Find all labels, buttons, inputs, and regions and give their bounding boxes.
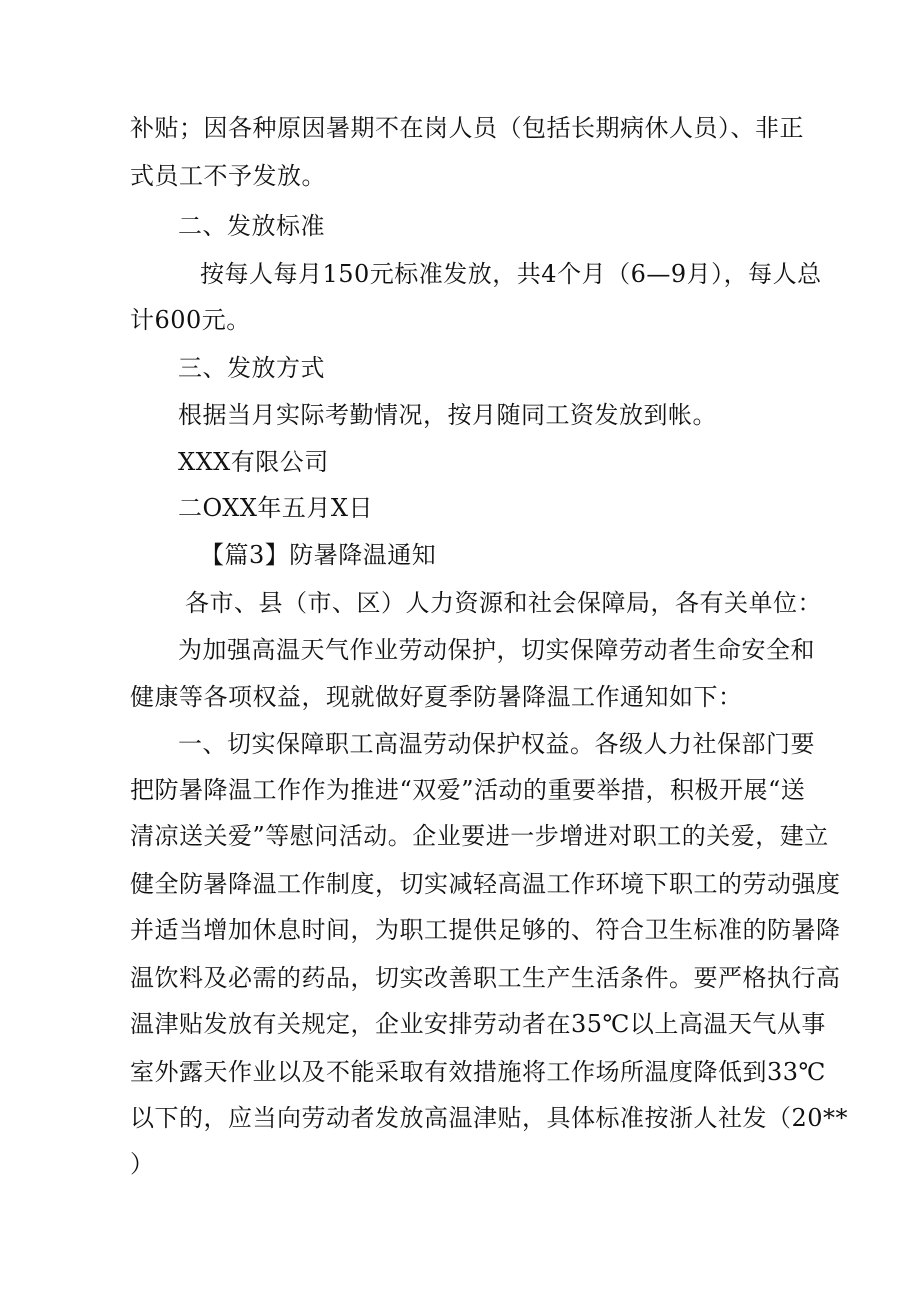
text-line: 健全防暑降温工作制度，切实减轻高温工作环境下职工的劳动强度 <box>130 870 841 898</box>
text-line: 温饮料及必需的药品，切实改善职工生产生活条件。要严格执行高 <box>130 964 841 992</box>
section-heading: 三、发放方式 <box>178 354 325 382</box>
text-line: 计600元。 <box>130 306 251 334</box>
text-line: 根据当月实际考勤情况，按月随同工资发放到帐。 <box>178 401 717 429</box>
section-heading: 二、发放标准 <box>178 212 325 240</box>
text-line: ） <box>130 1150 155 1178</box>
text-line: 把防暑降温工作作为推进“双爱”活动的重要举措，积极开展“送 <box>130 776 806 804</box>
text-line: 以下的，应当向劳动者发放高温津贴，具体标准按浙人社发（20** <box>130 1104 849 1132</box>
signature-date: 二OXX年五月X日 <box>178 494 374 522</box>
text-line: 为加强高温天气作业劳动保护，切实保障劳动者生命安全和 <box>178 636 815 664</box>
text-line: 一、切实保障职工高温劳动保护权益。各级人力社保部门要 <box>178 730 815 758</box>
article-title: 【篇3】防暑降温通知 <box>200 541 437 569</box>
text-line: 并适当增加休息时间，为职工提供足够的、符合卫生标准的防暑降 <box>130 916 841 944</box>
text-line: 按每人每月150元标准发放，共4个月（6—9月），每人总 <box>200 260 822 288</box>
text-line: 补贴；因各种原因暑期不在岗人员（包括长期病休人员）、非正 <box>130 114 804 142</box>
text-line: 温津贴发放有关规定，企业安排劳动者在35℃以上高温天气从事 <box>130 1010 826 1038</box>
addressee-line: 各市、县（市、区）人力资源和社会保障局，各有关单位： <box>185 589 822 617</box>
text-line: 清凉送关爱”等慰问活动。企业要进一步增进对职工的关爱，建立 <box>130 822 829 850</box>
text-line: 室外露天作业以及不能采取有效措施将工作场所温度降低到33℃ <box>130 1058 826 1086</box>
text-line: 健康等各项权益，现就做好夏季防暑降温工作通知如下： <box>130 683 743 711</box>
text-line: 式员工不予发放。 <box>130 162 326 190</box>
company-signature: XXX有限公司 <box>178 448 329 476</box>
